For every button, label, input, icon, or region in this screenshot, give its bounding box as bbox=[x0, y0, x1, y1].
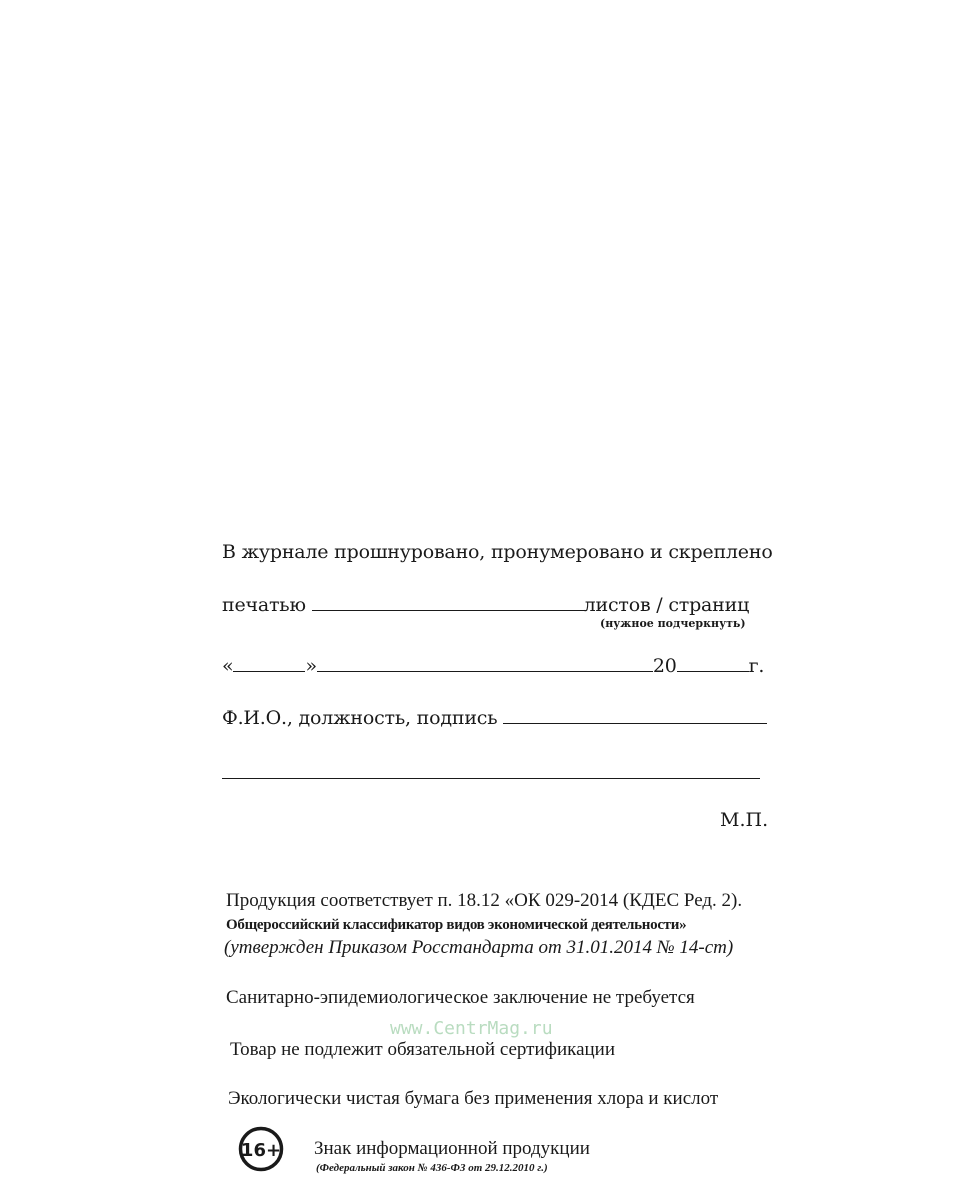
age-rating-badge: 16+ bbox=[240, 1140, 282, 1161]
underline-hint: (нужное подчеркнуть) bbox=[600, 617, 746, 630]
ecology-text: Экологически чистая бумага без применения хлора и кислот bbox=[228, 1088, 719, 1109]
federal-law-reference: (Федеральный закон № 436-ФЗ от 29.12.2010 г.) bbox=[316, 1162, 548, 1174]
conformity-text: Продукция соответствует п. 18.12 «ОК 029-2014 (КДЕС Ред. 2). bbox=[226, 890, 743, 911]
certification-text: Товар не подлежит обязательной сертификации bbox=[230, 1039, 616, 1060]
classifier-text: Общероссийский классификатор видов экономической деятельности» bbox=[226, 917, 687, 933]
site-watermark: www.CentrMag.ru bbox=[390, 1018, 553, 1039]
year-field[interactable] bbox=[677, 670, 749, 672]
date-line bbox=[222, 655, 764, 677]
signature-extra-field[interactable] bbox=[222, 778, 760, 779]
day-field[interactable] bbox=[233, 670, 305, 672]
date-open-quote: « bbox=[222, 655, 234, 677]
date-close-quote: » bbox=[305, 655, 317, 677]
signature-line bbox=[222, 707, 767, 729]
signature-field[interactable] bbox=[503, 722, 767, 724]
year-prefix: 20 bbox=[652, 655, 677, 677]
sheets-count-field[interactable] bbox=[312, 609, 584, 611]
sheets-pages-label: листов / страниц bbox=[583, 594, 750, 616]
binding-statement: В журнале прошнуровано, пронумеровано и скреплено bbox=[222, 541, 773, 563]
age-rating-icon bbox=[238, 1126, 284, 1172]
sheets-count-line bbox=[222, 594, 749, 616]
sanitary-text: Санитарно-эпидемиологическое заключение не требуется bbox=[226, 987, 695, 1008]
signature-label: Ф.И.О., должность, подпись bbox=[222, 707, 498, 729]
month-field[interactable] bbox=[317, 670, 653, 672]
approval-text: (утвержден Приказом Росстандарта от 31.01.2014 № 14-ст) bbox=[224, 937, 734, 958]
stamp-place: М.П. bbox=[720, 809, 769, 831]
info-product-label: Знак информационной продукции bbox=[314, 1138, 590, 1159]
seal-label: печатью bbox=[222, 594, 306, 616]
year-suffix: г. bbox=[748, 655, 765, 677]
